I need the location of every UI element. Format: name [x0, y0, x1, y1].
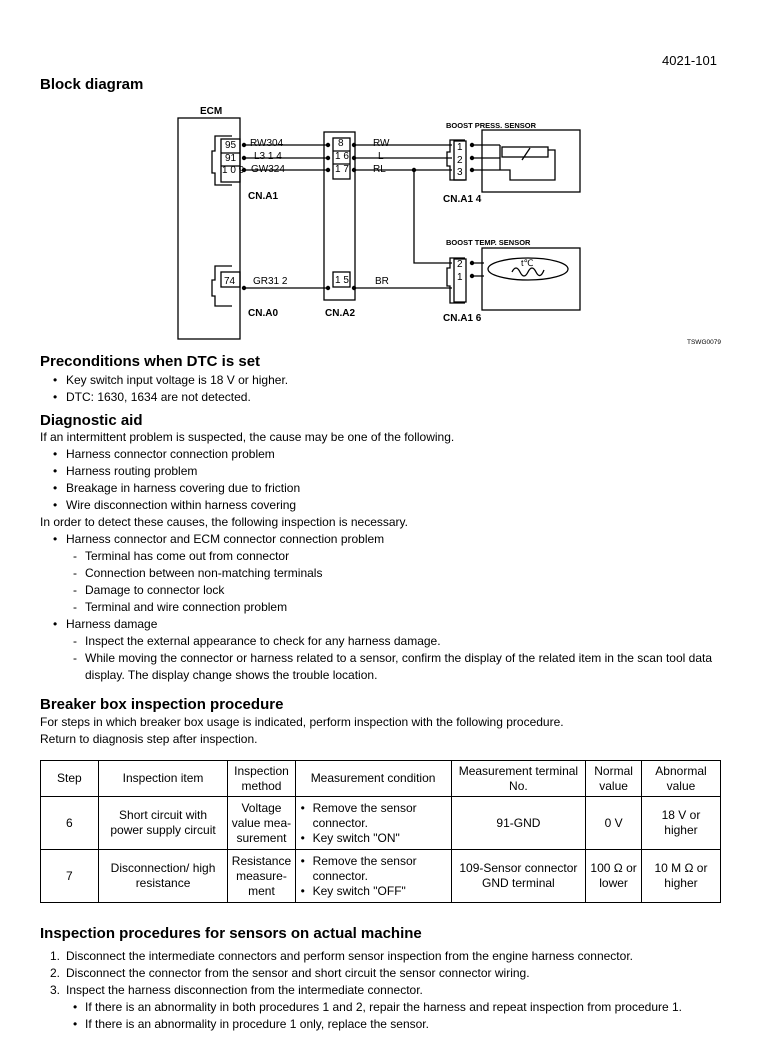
press-pin-2: 2 [457, 155, 463, 166]
connector-cna0: CN.A0 [248, 308, 279, 319]
condition-item: • Remove the sensor connector. [299, 854, 448, 884]
inspection-sub-item: - While moving the connector or harness related to a sensor, confirm the display of the related item in the scan tool data display. The display change shows the trouble location. [40, 650, 715, 684]
header-abnormal-value: Abnormal value [641, 761, 720, 797]
table-row [41, 797, 721, 850]
cause-item: • Harness routing problem [40, 463, 740, 480]
connector-cna2: CN.A2 [325, 308, 356, 319]
page-number: 4021-101 [662, 53, 717, 68]
a2-pin-16: 1 6 [335, 151, 349, 162]
step-number: 1. [50, 949, 61, 963]
header-measurement-terminal: Measurement terminal No. [451, 761, 586, 797]
precondition-item: • Key switch input voltage is 18 V or higher. [40, 372, 288, 389]
cell-inspection-item: Short circuit with power supply circuit [98, 797, 228, 850]
cell-method: Resistance measure-ment [228, 850, 295, 903]
wire-l314: L3 1 4 [254, 151, 282, 162]
a2-pin-17: 1 7 [335, 164, 349, 175]
cell-step: 6 [41, 797, 99, 850]
header-inspection-method: Inspection method [228, 761, 295, 797]
header-normal-value: Normal value [586, 761, 642, 797]
connector-cna14: CN.A1 4 [443, 194, 482, 205]
diagnostic-intro: If an intermittent problem is suspected, the cause may be one of the following. [40, 430, 455, 444]
a2-pin-15: 1 5 [335, 275, 349, 286]
header-measurement-condition: Measurement condition [295, 761, 451, 797]
cause-item: • Wire disconnection within harness covering [40, 497, 740, 514]
cell-abnormal: 10 M Ω or higher [641, 850, 720, 903]
cell-terminal: 109-Sensor connector GND terminal [451, 850, 586, 903]
inspection-group-label: • Harness connector and ECM connector connection problem [40, 531, 740, 548]
procedure-sub-item: • If there is an abnormality in both procedures 1 and 2, repair the harness and repeat inspection from procedure 1. [40, 999, 740, 1016]
cell-inspection-item: Disconnection/ high resistance [98, 850, 228, 903]
wire-br: BR [375, 276, 389, 287]
ecm-pin-91: 91 [225, 153, 237, 164]
cell-terminal: 91-GND [451, 797, 586, 850]
inspection-sub-item: - Terminal and wire connection problem [40, 599, 740, 616]
header-inspection-item: Inspection item [98, 761, 228, 797]
step-text: Disconnect the intermediate connectors and perform sensor inspection from the engine harness connector. [66, 949, 633, 963]
procedure-sub-item: • If there is an abnormality in procedure 1 only, replace the sensor. [40, 1016, 740, 1033]
procedure-step [40, 982, 740, 999]
wire-gr312: GR31 2 [253, 276, 288, 287]
cause-item: • Harness connector connection problem [40, 446, 740, 463]
ecm-label: ECM [200, 106, 223, 117]
wire-rl: RL [373, 164, 386, 175]
procedure-step [40, 965, 740, 982]
block-diagram [170, 100, 730, 350]
ecm-pin-95: 95 [225, 140, 237, 151]
procedure-step [40, 948, 740, 965]
breaker-box-intro: Return to diagnosis step after inspection. [40, 732, 258, 746]
inspection-sub-item: - Terminal has come out from connector [40, 548, 740, 565]
cause-item: • Breakage in harness covering due to friction [40, 480, 740, 497]
condition-item: • Remove the sensor connector. [299, 801, 448, 831]
cell-normal: 100 Ω or lower [586, 850, 642, 903]
cell-abnormal: 18 V or higher [641, 797, 720, 850]
figure-code: TSWG0079 [687, 339, 721, 346]
wire-rw: RW [373, 138, 390, 149]
block-diagram-heading: Block diagram [40, 76, 144, 93]
table-row [41, 850, 721, 903]
step-number: 2. [50, 966, 61, 980]
condition-item: • Key switch "OFF" [299, 884, 448, 899]
ecm-pin-109: 1 0 9 [222, 165, 245, 176]
press-pin-3: 3 [457, 167, 463, 178]
connector-cna16: CN.A1 6 [443, 313, 482, 324]
wire-gw324: GW324 [251, 164, 285, 175]
boost-press-sensor-label: BOOST PRESS. SENSOR [446, 121, 537, 130]
preconditions-heading: Preconditions when DTC is set [40, 353, 261, 370]
breaker-box-table [40, 760, 721, 903]
breaker-box-heading: Breaker box inspection procedure [40, 696, 284, 713]
temp-pin-2: 2 [457, 259, 463, 270]
ecm-pin-74: 74 [224, 276, 236, 287]
temp-symbol: t℃ [521, 258, 534, 268]
boost-temp-sensor-label: BOOST TEMP. SENSOR [446, 238, 531, 247]
inspection-sub-item: - Connection between non-matching terminals [40, 565, 740, 582]
header-step: Step [41, 761, 99, 797]
wire-rw304: RW304 [250, 138, 284, 149]
inspection-intro: In order to detect these causes, the following inspection is necessary. [40, 515, 408, 529]
wire-l: L [378, 151, 384, 162]
inspection-group-label: • Harness damage [40, 616, 740, 633]
sensor-inspection-heading: Inspection procedures for sensors on actual machine [40, 925, 422, 942]
step-text: Disconnect the connector from the sensor and short circuit the sensor connector wiring. [66, 966, 530, 980]
condition-item: • Key switch "ON" [299, 831, 448, 846]
cell-conditions [295, 850, 451, 903]
inspection-sub-item: - Inspect the external appearance to check for any harness damage. [40, 633, 715, 650]
inspection-sub-item: - Damage to connector lock [40, 582, 740, 599]
breaker-box-intro: For steps in which breaker box usage is indicated, perform inspection with the following procedure. [40, 715, 564, 729]
cell-step: 7 [41, 850, 99, 903]
step-number: 3. [50, 983, 61, 997]
cell-normal: 0 V [586, 797, 642, 850]
diagnostic-aid-heading: Diagnostic aid [40, 412, 143, 429]
cell-method: Voltage value mea-surement [228, 797, 295, 850]
cell-conditions [295, 797, 451, 850]
precondition-item: • DTC: 1630, 1634 are not detected. [40, 389, 288, 406]
step-text: Inspect the harness disconnection from the intermediate connector. [66, 983, 423, 997]
press-pin-1: 1 [457, 142, 463, 153]
temp-pin-1: 1 [457, 272, 463, 283]
a2-pin-8: 8 [338, 138, 344, 149]
connector-cna1: CN.A1 [248, 191, 279, 202]
